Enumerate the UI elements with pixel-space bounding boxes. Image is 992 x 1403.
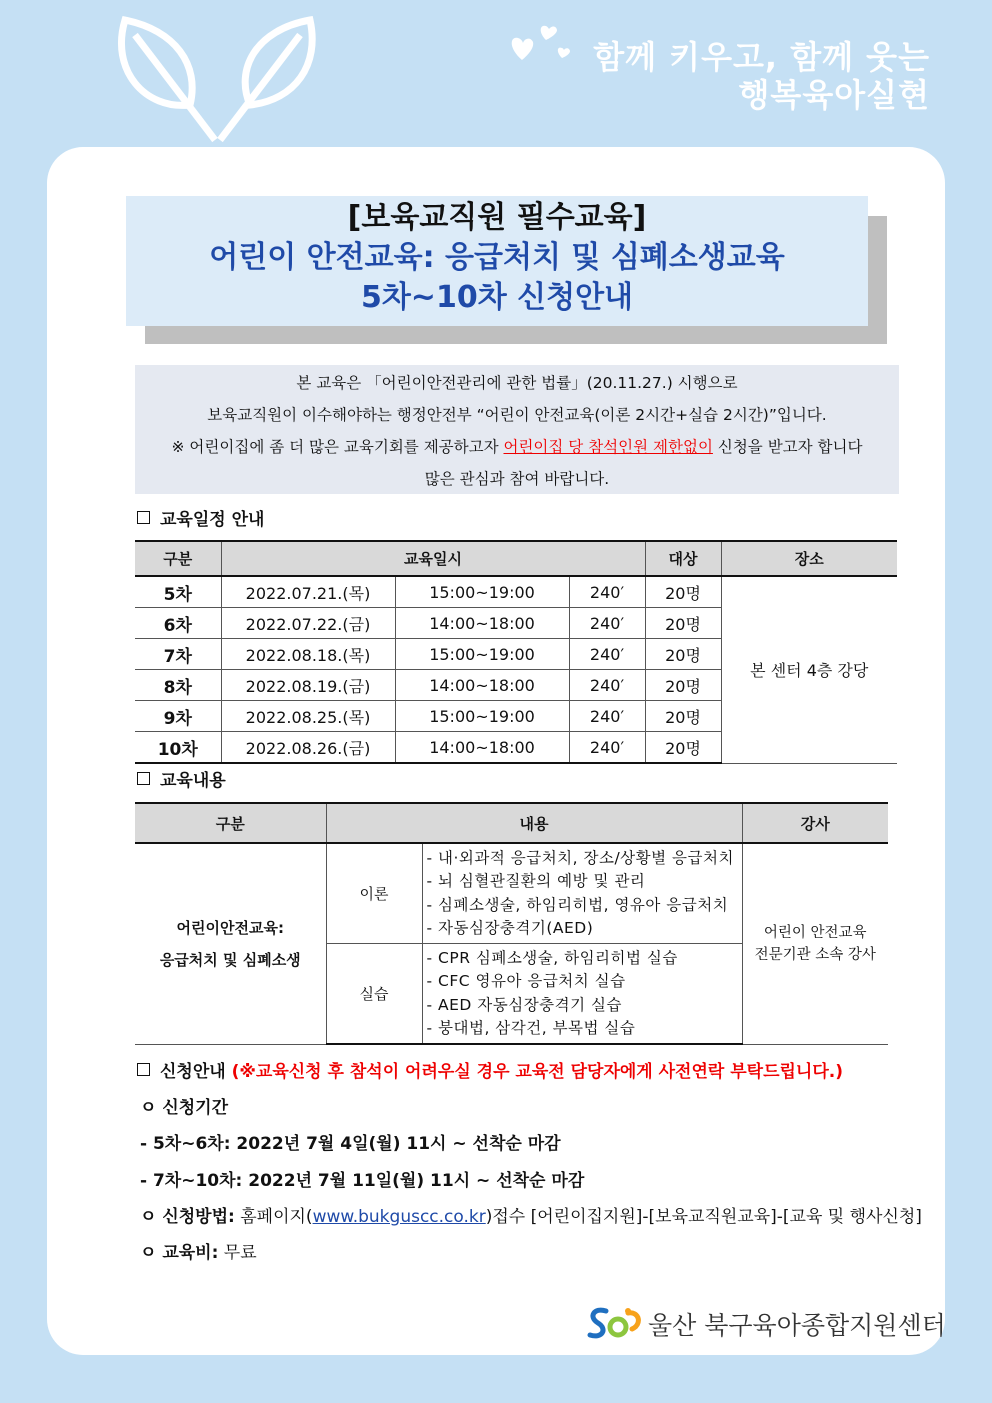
header-datetime: 교육일시	[221, 541, 645, 576]
period-label: ㅇ 신청기간	[140, 1098, 229, 1118]
time-cell: 14:00~18:00	[395, 732, 569, 764]
list-item: - 심폐소생술, 하임리히법, 영유아 응급처치	[426, 895, 729, 914]
leaf-decoration-icon	[105, 10, 335, 145]
time-cell: 15:00~19:00	[395, 576, 569, 608]
list-item: - 뇌 심혈관질환의 예방 및 관리	[426, 872, 646, 890]
intro-line2: 보육교직원이 이수해야하는 행정안전부 “어린이 안전교육(이론 2시간+실습 2시간)”입니다.	[207, 406, 827, 424]
fee-line	[140, 1238, 257, 1263]
minutes-cell: 240′	[569, 639, 645, 670]
subject-cell	[135, 843, 326, 1044]
theory-label: 이론	[326, 843, 422, 944]
list-item: - AED 자동심장충격기 실습	[426, 995, 622, 1014]
date-cell: 2022.08.26.(금)	[221, 732, 395, 764]
practice-label: 실습	[326, 944, 422, 1045]
date-cell: 2022.08.25.(목)	[221, 701, 395, 732]
instructor-line1: 어린이 안전교육	[763, 924, 867, 941]
schedule-table	[135, 540, 897, 764]
checkbox-icon	[137, 511, 150, 524]
minutes-cell: 240′	[569, 670, 645, 701]
intro-line3-post: 신청을 받고자 합니다	[712, 438, 863, 456]
round-cell: 7차	[135, 639, 221, 670]
content-heading-text: 교육내용	[160, 771, 226, 791]
round-cell: 9차	[135, 701, 221, 732]
minutes-cell: 240′	[569, 732, 645, 764]
minutes-cell: 240′	[569, 608, 645, 639]
checkbox-icon	[137, 772, 150, 785]
title-box	[126, 196, 868, 326]
application-heading	[137, 1057, 843, 1082]
minutes-cell: 240′	[569, 701, 645, 732]
table-row	[135, 843, 888, 944]
target-cell: 20명	[645, 732, 721, 764]
intro-line3	[135, 431, 899, 463]
instructor-cell	[742, 843, 888, 1044]
target-cell: 20명	[645, 701, 721, 732]
subject-line2: 응급처치 및 심폐소생	[159, 950, 301, 969]
round-cell: 6차	[135, 608, 221, 639]
list-item: - CPR 심폐소생술, 하임리히법 실습	[426, 948, 678, 967]
time-cell: 14:00~18:00	[395, 670, 569, 701]
list-item: - 붕대법, 삼각건, 부목법 실습	[426, 1019, 636, 1037]
header-place: 장소	[721, 541, 897, 576]
time-cell: 15:00~19:00	[395, 701, 569, 732]
intro-line1: 본 교육은 「어린이안전관리에 관한 법률」(20.11.27.) 시행으로	[296, 374, 738, 392]
place-cell: 본 센터 4층 강당	[721, 576, 897, 763]
method-post: )접수 [어린이집지원]-[보육교직원교육]-[교육 및 행사신청]	[485, 1207, 922, 1227]
content-table	[135, 802, 888, 1045]
period-line2: - 7차~10차: 2022년 7월 11일(월) 11시 ~ 선착순 마감	[140, 1171, 585, 1191]
target-cell: 20명	[645, 670, 721, 701]
header-slogan	[560, 38, 930, 114]
theory-items	[422, 843, 742, 944]
target-cell: 20명	[645, 639, 721, 670]
date-cell: 2022.08.18.(목)	[221, 639, 395, 670]
center-name: 울산 북구육아종합지원센터	[648, 1311, 946, 1340]
target-cell: 20명	[645, 576, 721, 608]
table-row	[135, 576, 897, 608]
header-target: 대상	[645, 541, 721, 576]
header-content: 내용	[326, 803, 742, 843]
title-line2: 어린이 안전교육: 응급처치 및 심폐소생교육	[209, 240, 785, 275]
homepage-link[interactable]: www.bukguscc.co.kr	[312, 1207, 486, 1227]
content-header-row	[135, 803, 888, 843]
method-line	[140, 1202, 922, 1227]
content-heading	[137, 766, 226, 791]
target-cell: 20명	[645, 608, 721, 639]
fee-label: ㅇ 교육비:	[140, 1243, 219, 1263]
schedule-heading	[137, 505, 264, 530]
header-category: 구분	[135, 803, 326, 843]
schedule-header-row	[135, 541, 897, 576]
period-line1: - 5차~6차: 2022년 7월 4일(월) 11시 ~ 선착순 마감	[140, 1134, 561, 1154]
application-heading-text: 신청안내	[160, 1062, 226, 1082]
list-item: - CFC 영유아 응급처치 실습	[426, 972, 626, 990]
date-cell: 2022.08.19.(금)	[221, 670, 395, 701]
header-round: 구분	[135, 541, 221, 576]
list-item: - 내·외과적 응급처치, 장소/상황별 응급처치	[426, 848, 734, 867]
method-label: ㅇ 신청방법:	[140, 1207, 235, 1227]
center-logo-icon	[584, 1303, 644, 1343]
time-cell: 15:00~19:00	[395, 639, 569, 670]
practice-items	[422, 944, 742, 1045]
intro-box	[135, 365, 899, 494]
slogan-line2: 행복육아실현	[738, 76, 930, 114]
header-instructor: 강사	[742, 803, 888, 843]
instructor-line2: 전문기관 소속 강사	[754, 946, 876, 963]
application-note: (※교육신청 후 참석이 어려우실 경우 교육전 담당자에게 사전연락 부탁드립니다.)	[231, 1062, 843, 1082]
round-cell: 5차	[135, 576, 221, 608]
slogan-line1: 함께 키우고, 함께 웃는	[593, 38, 930, 76]
round-cell: 8차	[135, 670, 221, 701]
title-line1: [보육교직원 필수교육]	[347, 200, 647, 235]
title-line3: 5차~10차 신청안내	[360, 280, 634, 315]
fee-value: 무료	[218, 1243, 257, 1263]
time-cell: 14:00~18:00	[395, 608, 569, 639]
subject-line1: 어린이안전교육:	[176, 918, 284, 937]
date-cell: 2022.07.22.(금)	[221, 608, 395, 639]
schedule-heading-text: 교육일정 안내	[160, 510, 265, 530]
list-item: - 자동심장충격기(AED)	[426, 919, 594, 937]
method-pre: 홈페이지(	[234, 1207, 313, 1227]
minutes-cell: 240′	[569, 576, 645, 608]
intro-highlight: 어린이집 당 참석인원 제한없이	[503, 438, 713, 456]
date-cell: 2022.07.21.(목)	[221, 576, 395, 608]
intro-line4: 많은 관심과 참여 바랍니다.	[424, 470, 610, 488]
intro-line3-pre: ※ 어린이집에 좀 더 많은 교육기회를 제공하고자	[171, 438, 504, 456]
checkbox-icon	[137, 1063, 150, 1076]
round-cell: 10차	[135, 732, 221, 764]
